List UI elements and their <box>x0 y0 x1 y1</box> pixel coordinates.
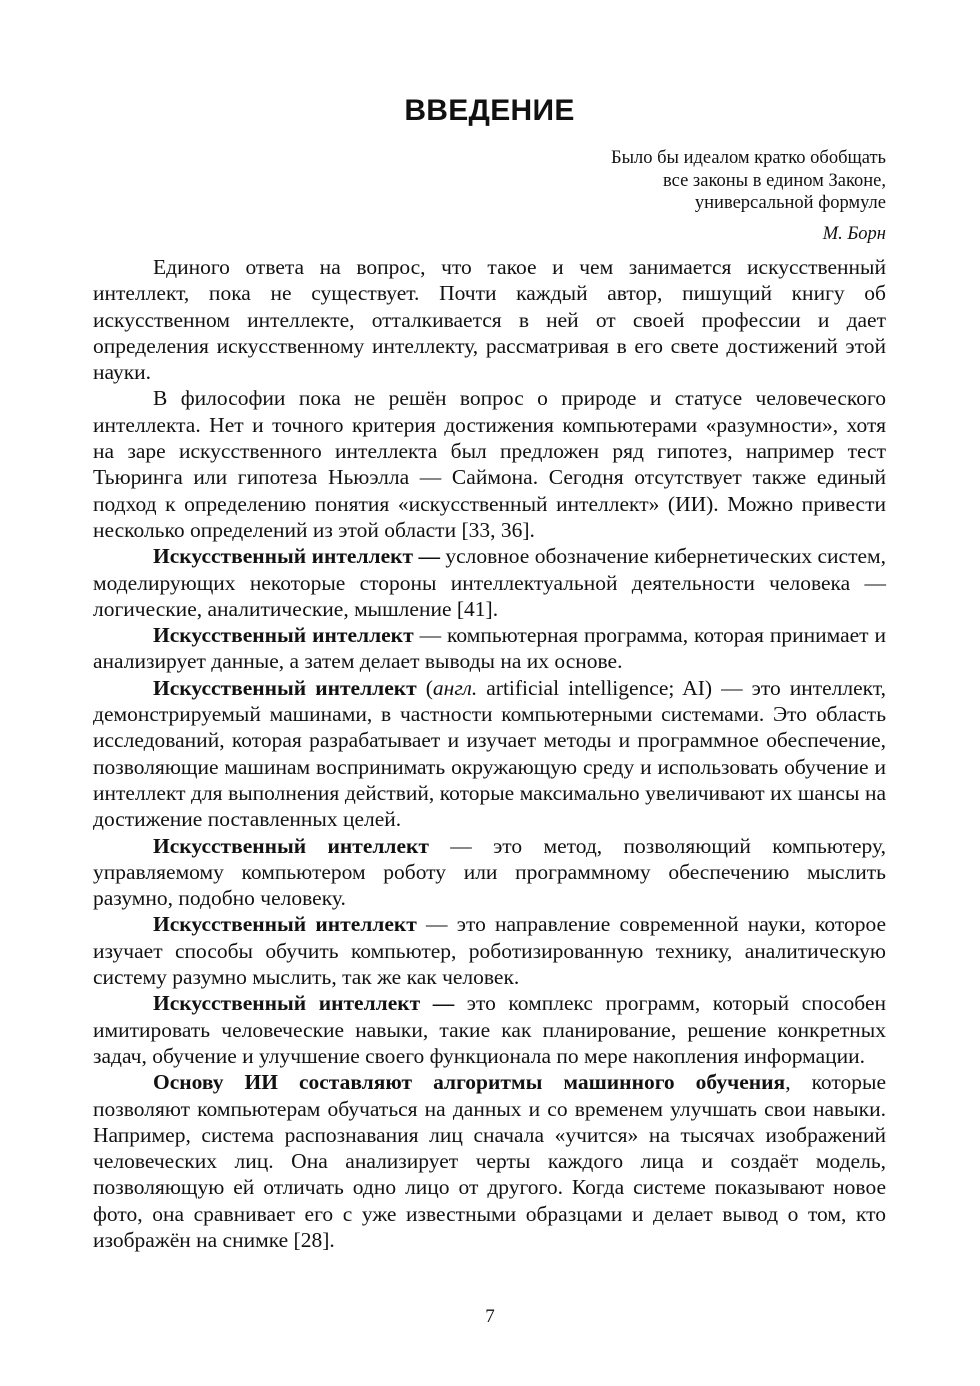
epigraph-line: все законы в едином Законе, <box>663 170 886 191</box>
paragraph-text: Единого ответа на вопрос, что такое и чем занимается искусственный интеллект, пока не существует. Почти каждый автор, пишущий книгу об искусственном интеллекте, отталкивается в ней от своей профессии и дает определения искусственному интеллекту, рассматривая в его свете достижений этой науки. <box>93 255 886 385</box>
definition-paragraph <box>93 622 886 675</box>
highlight-phrase: Основу ИИ составляют алгоритмы машинного обучения <box>153 1070 786 1095</box>
definition-paragraph <box>93 911 886 990</box>
definition-prefix: ( <box>416 675 433 700</box>
ml-paragraph <box>93 1069 886 1253</box>
epigraph-author: М. Борн <box>822 223 886 244</box>
definition-paragraph <box>93 675 886 833</box>
definition-abbrev: англ. <box>432 675 478 700</box>
definition-text: — компьютерная программа, которая принимает и анализирует данные, а затем делает выводы на их основе. <box>93 623 887 674</box>
definition-term: Искусственный интеллект — <box>153 544 440 569</box>
page-body <box>93 92 886 1253</box>
definition-text: — это метод, позволяющий компьютеру, управляемому компьютером роботу или программному обеспечению мыслить разумно, подобно человеку. <box>93 833 886 911</box>
epigraph-line: Было бы идеалом кратко обобщать <box>610 148 886 168</box>
page-title: ВВЕДЕНИЕ <box>404 94 575 127</box>
definition-paragraph <box>93 543 886 622</box>
definition-term: Искусственный интеллект — <box>153 991 455 1016</box>
definition-term: Искусственный интеллект <box>153 623 414 648</box>
epigraph <box>93 147 886 245</box>
definition-text: это комплекс программ, который способен имитировать человеческие навыки, такие как планирование, решение конкретных задач, обучение и улучшение своего функционала по мере накопления информации. <box>93 991 886 1068</box>
paragraph-text: В философии пока не решён вопрос о природе и статусе человеческого интеллекта. Нет и точного критерия достижения компьютерами «разумности», хотя на заре искусственного интеллекта был предложен ряд гипотез, например тест Тьюринга или гипотеза Ньюэлла — Саймона. Сегодня отсутствует также единый подход к определению понятия «искусственный интеллект» (ИИ). Можно привести несколько определений из этой области [33, 36]. <box>93 386 886 542</box>
paragraph-text: , которые позволяют компьютерам обучаться на данных и со временем улучшать свои навыки. Например, система распознавания лиц сначала «учится» на тысячах изображений человеческих лиц. Она анализирует черты каждого лица и создаёт модель, позволяющую ей отличать одно лицо от другого. Когда системе показывают новое фото, она сравнивает его с уже известными образцами и делает вывод о том, кто изображён на снимке [28]. <box>93 1070 886 1252</box>
definition-term: Искусственный интеллект <box>153 833 429 858</box>
paragraph <box>93 254 886 385</box>
epigraph-line: универсальной формуле <box>694 193 886 213</box>
definition-text: — это направление современной науки, которое изучает способы обучить компьютер, роботизированную технику, аналитическую систему разумно мыслить, так же как человек. <box>93 912 886 990</box>
definition-paragraph <box>93 990 886 1069</box>
definition-text: artificial intelligence; AI) — это интеллект, демонстрируемый машинами, в частности компьютерными системами. Это область исследований, которая разрабатывает и изучает методы и программное обеспечение, позволяющие машинам воспринимать окружающую среду и использовать обучение и интеллект для выполнения действий, которые максимально увеличивают их шансы на достижение поставленных целей. <box>93 675 886 832</box>
definition-text: условное обозначение кибернетических систем, моделирующих некоторые стороны интеллектуальной деятельности человека — логические, аналитические, мышление [41]. <box>93 544 886 621</box>
definition-paragraph <box>93 833 886 912</box>
paragraph <box>93 385 886 543</box>
body-text <box>93 254 886 1253</box>
definition-term: Искусственный интеллект <box>153 912 417 937</box>
definition-term: Искусственный интеллект <box>153 675 417 700</box>
page-number: 7 <box>485 1306 495 1327</box>
